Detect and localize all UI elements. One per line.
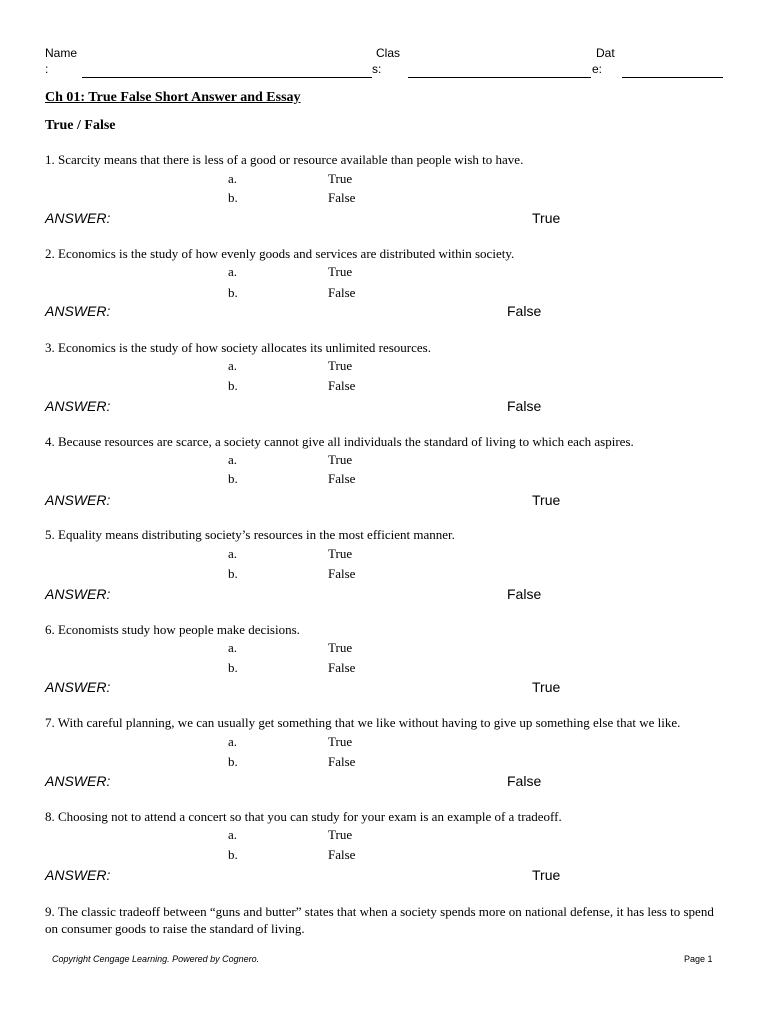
question-text: 1. Scarcity means that there is less of a good or resource available than people wish to have. (45, 152, 524, 167)
option-b-text: False (328, 190, 356, 205)
answer-label: ANSWER: (45, 773, 111, 789)
question-text: 9. The classic tradeoff between “guns and butter” states that when a society spends more on national defense, it has less to spend on consumer goods to raise the standard of living. (45, 904, 714, 936)
answer-value: True (532, 210, 561, 226)
section-heading: True / False (45, 118, 116, 133)
question-text: 5. Equality means distributing society’s resources in the most efficient manner. (45, 527, 455, 542)
answer-value: True (532, 679, 561, 695)
question-text: 2. Economics is the study of how evenly goods and services are distributed within society. (45, 246, 515, 261)
answer-value: False (507, 773, 542, 789)
option-a-letter: a. (228, 640, 238, 655)
answer-label: ANSWER: (45, 867, 111, 883)
answer-value: False (507, 303, 542, 319)
option-a-letter: a. (228, 171, 238, 186)
option-a-letter: a. (228, 264, 238, 279)
option-b-letter: b. (228, 285, 238, 300)
option-a-letter: a. (228, 734, 238, 749)
option-b-letter: b. (228, 190, 238, 205)
option-a-text: True (328, 546, 353, 561)
option-a-text: True (328, 640, 353, 655)
question-text: 8. Choosing not to attend a concert so that you can study for your exam is an example of a tradeoff. (45, 809, 562, 824)
date-line (622, 77, 723, 78)
option-b-text: False (328, 660, 356, 675)
option-b-letter: b. (228, 566, 238, 581)
option-b-text: False (328, 847, 356, 862)
option-b-letter: b. (228, 471, 238, 486)
option-a-letter: a. (228, 827, 238, 842)
option-a-text: True (328, 827, 353, 842)
class-label: Clas (376, 46, 401, 60)
option-b-letter: b. (228, 660, 238, 675)
answer-label: ANSWER: (45, 303, 111, 319)
option-b-letter: b. (228, 847, 238, 862)
class-label-suffix: s: (372, 62, 382, 76)
option-b-text: False (328, 285, 356, 300)
name-line (82, 77, 372, 78)
option-b-letter: b. (228, 754, 238, 769)
footer-copyright: Copyright Cengage Learning. Powered by Cognero. (52, 954, 260, 964)
option-b-text: False (328, 754, 356, 769)
question-text: 6. Economists study how people make decisions. (45, 622, 300, 637)
name-label-colon: : (45, 62, 49, 76)
answer-label: ANSWER: (45, 210, 111, 226)
answer-value: True (532, 867, 561, 883)
option-a-text: True (328, 171, 353, 186)
option-a-text: True (328, 358, 353, 373)
question-text: 4. Because resources are scarce, a society cannot give all individuals the standard of living to which each aspires. (45, 434, 634, 449)
option-b-letter: b. (228, 378, 238, 393)
option-b-text: False (328, 378, 356, 393)
date-label-suffix: e: (592, 62, 603, 76)
option-b-text: False (328, 566, 356, 581)
date-label: Dat (596, 46, 615, 60)
option-a-text: True (328, 452, 353, 467)
question-text: 7. With careful planning, we can usually get something that we like without having to give up something else that we like. (45, 715, 681, 730)
name-label: Name (45, 46, 78, 60)
answer-label: ANSWER: (45, 586, 111, 602)
answer-value: True (532, 492, 561, 508)
page-number: Page 1 (684, 954, 713, 964)
document-title: Ch 01: True False Short Answer and Essay (45, 90, 301, 105)
option-a-letter: a. (228, 452, 238, 467)
class-line (408, 77, 591, 78)
option-a-text: True (328, 734, 353, 749)
answer-label: ANSWER: (45, 398, 111, 414)
option-b-text: False (328, 471, 356, 486)
option-a-letter: a. (228, 358, 238, 373)
answer-value: False (507, 586, 542, 602)
option-a-text: True (328, 264, 353, 279)
answer-label: ANSWER: (45, 679, 111, 695)
answer-label: ANSWER: (45, 492, 111, 508)
answer-value: False (507, 398, 542, 414)
question-text: 3. Economics is the study of how society allocates its unlimited resources. (45, 340, 431, 355)
option-a-letter: a. (228, 546, 238, 561)
